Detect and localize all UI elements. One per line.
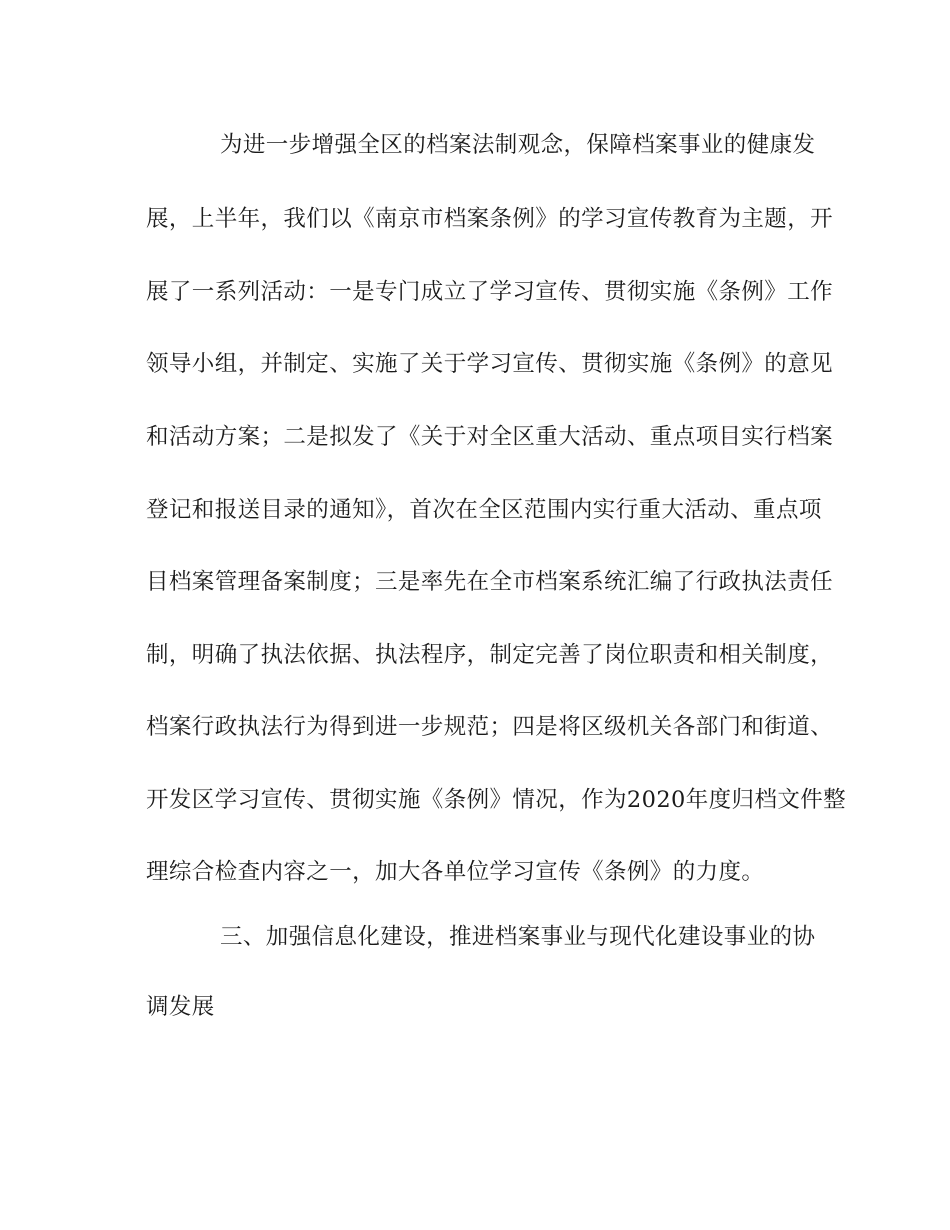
paragraph-line: 开发区学习宣传、贯彻实施《条例》情况，作为2020年度归档文件整 (146, 787, 847, 813)
paragraph-line: 领导小组，并制定、实施了关于学习宣传、贯彻实施《条例》的意见 (146, 351, 834, 377)
paragraph-line: 展了一系列活动：一是专门成立了学习宣传、贯彻实施《条例》工作 (146, 279, 834, 305)
paragraph-line: 档案行政执法行为得到进一步规范；四是将区级机关各部门和街道、 (146, 714, 834, 740)
paragraph-line: 为进一步增强全区的档案法制观念，保障档案事业的健康发 (220, 132, 816, 158)
paragraph-line: 制，明确了执法依据、执法程序，制定完善了岗位职责和相关制度， (146, 642, 834, 668)
paragraph-line: 和活动方案；二是拟发了《关于对全区重大活动、重点项目实行档案 (146, 424, 834, 450)
section-heading-line: 三、加强信息化建设，推进档案事业与现代化建设事业的协 (220, 924, 816, 950)
paragraph-line: 展，上半年，我们以《南京市档案条例》的学习宣传教育为主题，开 (146, 206, 834, 232)
paragraph-line: 登记和报送目录的通知》，首次在全区范围内实行重大活动、重点项 (146, 497, 822, 523)
section-heading-line: 调发展 (146, 994, 215, 1020)
paragraph-line: 理综合检查内容之一，加大各单位学习宣传《条例》的力度。 (146, 859, 765, 885)
paragraph-line: 目档案管理备案制度；三是率先在全市档案系统汇编了行政执法责任 (146, 569, 834, 595)
